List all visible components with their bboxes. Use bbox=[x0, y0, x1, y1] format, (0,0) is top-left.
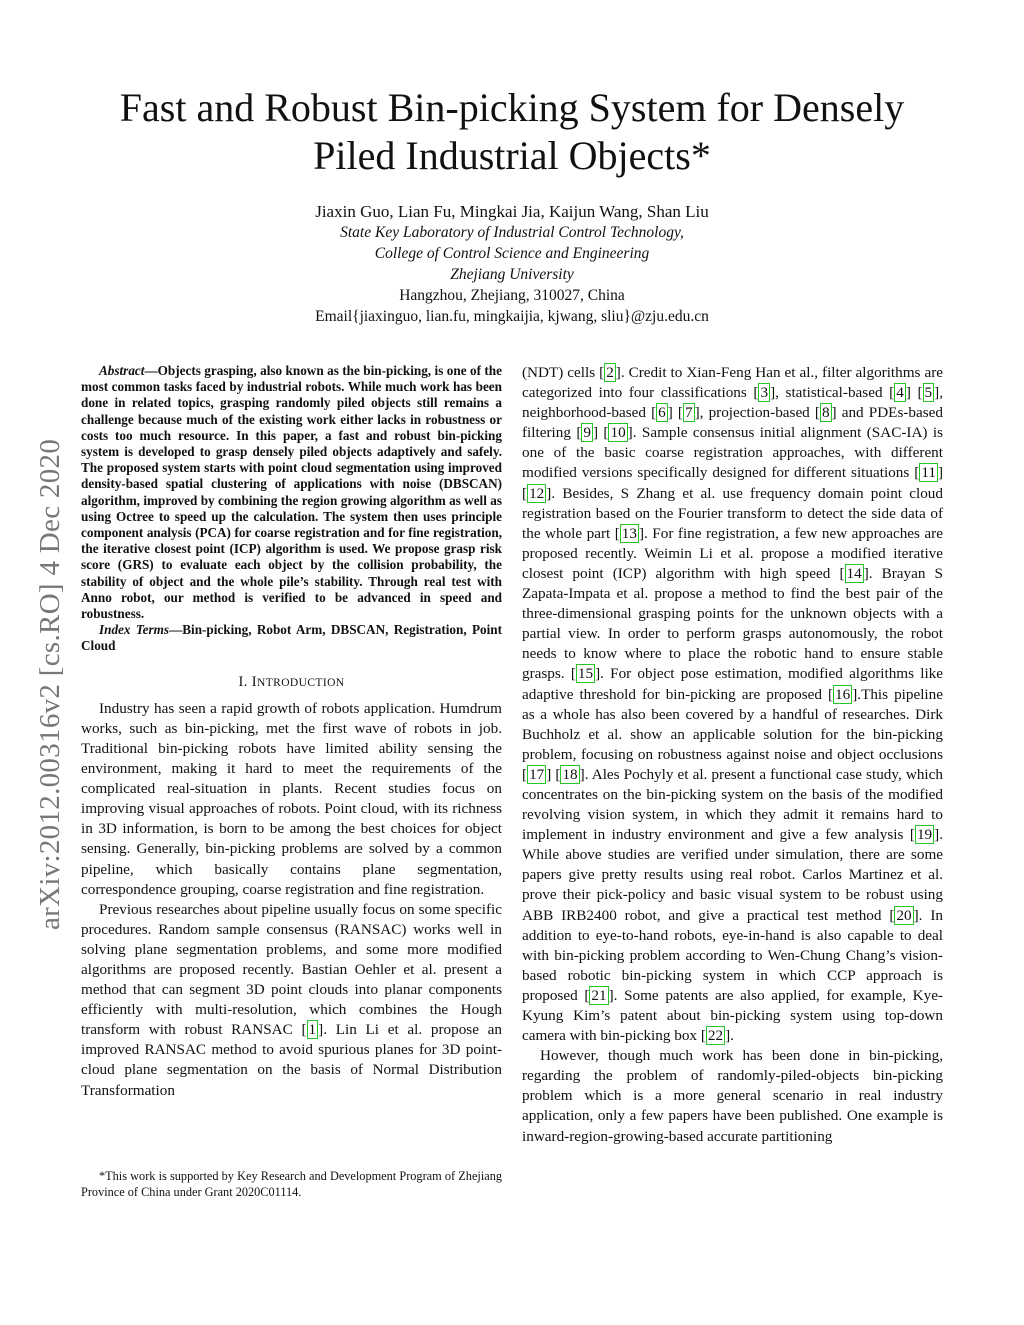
intro-paragraph-3: (NDT) cells [ 2 ]. Credit to Xian-Feng Han et al., filter algorithms are categorized into four classifications [ 3 ], statistical-based [ 4 ] [ 5 ], neighborhood-based [ 6 ] [ 7 ], projection-based [ 8 ] and PDEs-based filtering [ 9 ] [ 10 ]. Sample consensus initial alignment (SAC-IA) is one of the basic coarse registration approaches, with different modified versions specifically designed for different situations [ 11 ] [ 12 ]. Besides, S Zhang et al. use frequency domain point cloud registration based on the Fourier transform to detect the side data of the whole part [ 13 ]. For fine registration, a few new approaches are proposed recently. Weimin Li et al. propose a modified iterative closest point (ICP) algorithm with high speed [ 14 ]. Brayan S Zapata-Impata et al. propose a method to find the best pair of the three-dimensional grasping points for the unknown objects with a partial view. In order to perform grasps autonomously, the robot needs to know where to place the robotic hand to ensure stable grasps. [ 15 ]. For object pose estimation, modified algorithms like adaptive threshold for bin-picking are proposed [ 16 ].This pipeline as a whole has also been covered by a handful of researches. Dirk Buchholz et al. show an applicable solution for the bin-picking problem, focusing on robustness against noise and object occlusions [ 17 ] [ 18 ]. Ales Pochyly et al. present a functional case study, which concentrates on the bin-picking system on the basis of the modified revolving vision system, in which they admit it remains hard to implement in industry environment and give a few analysis [ 19 ]. While above studies are verified under simulation, there are some papers give pretty results using real robot. Carlos Martinez et al. prove their pick-policy and basic visual system to be robust using ABB IRB2400 robot, and give a practical test method [ 20 ]. In addition to eye-to-hand robots, eye-in-hand is also capable to deal with bin-picking problem according to Wen-Chung Chang’s vision-based robotic bin-picking system in which CCP approach is proposed [ 21 ]. Some patents are also applied, for example, Kye-Kyung Kim’s patent about bin-picking system using top-down camera with bin-picking box [ 22 ]. bbox=[522, 364, 943, 1045]
citation-link[interactable]: 14 bbox=[846, 564, 862, 582]
intro-paragraph-1: Industry has seen a rapid growth of robots application. Humdrum works, such as bin-picking, met the first wave of robots in job. Traditional bin-picking robots have limited ability sensing the environment, making it hard to meet the requirements of the complicated real-situation in plants. Recent studies focus on improving visual approaches of robots. Point cloud, with its richness in 3D information, is born to be among the best choices for object sensing. Generally, bin-picking problems are solved by a common pipeline, which basically contains plane segmentation, correspondence grouping, coarse registration and fine registration. bbox=[81, 699, 502, 898]
citation-link[interactable]: 18 bbox=[562, 765, 578, 783]
text-span: . Ales Pochyly et al. present a functional case study, which concentrates on the bin-picking system on the basis of the modified revolving vision system, in which they admit it remains hard to implement in industry environment and give a few analysis bbox=[522, 765, 943, 844]
index-terms-label: Index Terms bbox=[99, 622, 170, 638]
citation-link[interactable]: 3 bbox=[760, 384, 769, 402]
text-span: . Credit to Xian-Feng Han et al., filter algorithms are categorized into four classifications bbox=[522, 364, 943, 402]
text-span: . In addition to eye-to-hand robots, eye-in-hand is also capable to deal with bin-picking problem according to Wen-Chung Chang’s vision-based robotic bin-picking system in which CCP approach is proposed bbox=[522, 906, 943, 1004]
citation-link[interactable]: 21 bbox=[591, 986, 607, 1004]
text-span: . Sample consensus initial alignment (SAC-IA) is one of the basic coarse registration approaches, with different modified versions specifically designed for different situations bbox=[522, 424, 943, 482]
left-column bbox=[81, 363, 502, 1101]
index-terms bbox=[81, 622, 502, 654]
citation-link[interactable]: 9 bbox=[583, 424, 591, 442]
section-heading-introduction bbox=[81, 672, 502, 693]
citation-link[interactable]: 20 bbox=[896, 906, 912, 924]
citation-link[interactable]: 13 bbox=[621, 524, 637, 542]
author-address: Hangzhou, Zhejiang, 310027, China bbox=[399, 287, 625, 304]
intro-paragraph-2: Previous researches about pipeline usually focus on some specific procedures. Random sample consensus (RANSAC) works well in solving plane segmentation problems, and some more modified algorithms are proposed recently. Bastian Oehler et al. present a method that can segment 3D point clouds into planar components efficiently with multi-resolution, which combines the Hough transform with robust RANSAC [ 1 ]. Lin Li et al. propose an improved RANSAC method to avoid spurious planes for 3D point-cloud plane segmentation on the basis of Normal Distribution Transformation bbox=[81, 900, 502, 1099]
citation-link[interactable]: 6 bbox=[658, 404, 666, 422]
abstract-label: Abstract bbox=[99, 363, 145, 378]
citation-link[interactable]: 19 bbox=[916, 826, 933, 844]
text-span: and PDEs-based filtering bbox=[522, 404, 943, 442]
citation-link[interactable]: 7 bbox=[685, 404, 693, 422]
citation-link[interactable]: 4 bbox=[896, 384, 904, 402]
citation-link[interactable]: 8 bbox=[821, 404, 830, 422]
text-span: . For fine registration, a few new approaches are proposed recently. Weimin Li et al. propose a modified iterative closest point (ICP) algorithm with high speed bbox=[522, 524, 943, 582]
title-line-1: Fast and Robust Bin-picking System for Densely bbox=[119, 85, 905, 130]
title-line-2: Piled Industrial Objects* bbox=[313, 133, 711, 178]
text-span: . Besides, S Zhang et al. use frequency domain point cloud registration based on the Fourier transform to detect the side data of the whole part bbox=[522, 484, 943, 542]
citation-link[interactable]: 2 bbox=[606, 364, 614, 381]
text-span: . bbox=[730, 1027, 734, 1045]
author-names: Jiaxin Guo, Lian Fu, Mingkai Jia, Kaijun Wang, Shan Liu bbox=[315, 202, 709, 221]
right-column bbox=[522, 363, 943, 1147]
text-span: . For object pose estimation, modified algorithms like adaptive threshold for bin-picking are proposed bbox=[522, 665, 943, 703]
paper-title bbox=[60, 84, 964, 180]
citation-link[interactable]: 1 bbox=[308, 1021, 317, 1039]
citation-link[interactable]: 10 bbox=[610, 424, 626, 442]
citation-link[interactable]: 11 bbox=[921, 464, 936, 482]
section-title-rest: NTRODUCTION bbox=[257, 676, 345, 689]
text-span: . Lin Li et al. propose an improved RANSAC method to avoid spurious planes for 3D point-cloud plane segmentation on the basis of Normal Distribution Transformation bbox=[81, 1021, 502, 1099]
affiliation-line-1: State Key Laboratory of Industrial Control Technology, bbox=[340, 224, 684, 241]
text-span: , neighborhood-based bbox=[522, 384, 943, 422]
text-span: . Brayan S Zapata-Impata et al. propose a method to find the best pair of the three-dimensional grasping points for the unknown objects with a partial view. In order to perform grasps autonomously, the robot needs to know where to place the robotic hand to ensure stable grasps. bbox=[522, 564, 943, 683]
text-span: .This pipeline as a whole has also been covered by a handful of researches. Dirk Buchholz et al. show an applicable solution for the bin-picking problem, focusing on robustness against noise and object occlusions bbox=[522, 685, 943, 763]
text-span: Previous researches about pipeline usually focus on some specific procedures. Random sample consensus (RANSAC) works well in solving plane segmentation problems, and some more modified algorithms are proposed recently. Bastian Oehler et al. present a method that can segment 3D point clouds into planar components efficiently with multi-resolution, which combines the Hough transform with robust RANSAC bbox=[81, 900, 502, 1039]
citation-link[interactable]: 15 bbox=[577, 665, 594, 683]
author-email: Email{jiaxinguo, lian.fu, mingkaijia, kjwang, sliu}@zju.edu.cn bbox=[315, 308, 709, 325]
text-span: (NDT) cells bbox=[522, 364, 600, 381]
section-numeral: I. bbox=[238, 673, 248, 690]
text-span: , statistical-based bbox=[775, 384, 890, 402]
section-title-first-letter: I bbox=[251, 673, 258, 690]
footnote: *This work is supported by Key Research and Development Program of Zhejiang Province of China under Grant 2020C01114. bbox=[81, 1169, 502, 1199]
text-span: , projection-based bbox=[699, 404, 815, 422]
affiliation-line-2: College of Control Science and Engineering bbox=[374, 245, 650, 262]
intro-paragraph-4: However, though much work has been done in bin-picking, regarding the problem of randomly-piled-objects bin-picking problem which is a more general scenario in real industry application, only a few papers have been published. One example is inward-region-growing-based accurate partitioning bbox=[522, 1047, 943, 1145]
affiliation-line-3: Zhejiang University bbox=[450, 266, 574, 283]
citation-link[interactable]: 5 bbox=[924, 384, 933, 402]
arxiv-identifier: arXiv:2012.00316v2 [cs.RO] 4 Dec 2020 bbox=[34, 438, 66, 930]
citation-link[interactable]: 16 bbox=[835, 685, 851, 703]
text-span: . Some patents are also applied, for example, Kye-Kyung Kim’s patent about bin-picking system using top-down camera with bin-picking box bbox=[522, 986, 943, 1045]
text-span: . While above studies are verified under simulation, there are some papers give pretty results using real robot. Carlos Martinez et al. prove their pick-policy and basic visual system to be robust using ABB IRB2400 robot, and give a practical test method bbox=[522, 826, 943, 924]
citation-link[interactable]: 22 bbox=[707, 1027, 724, 1045]
abstract bbox=[81, 363, 502, 622]
index-terms-text: —Bin-picking, Robot Arm, DBSCAN, Registration, Point Cloud bbox=[81, 622, 502, 654]
author-block bbox=[60, 201, 964, 327]
citation-link[interactable]: 17 bbox=[529, 765, 545, 783]
citation-link[interactable]: 12 bbox=[529, 484, 545, 502]
abstract-text: —Objects grasping, also known as the bin-picking, is one of the most common tasks faced by industrial robots. While much work has been done in related topics, grasping randomly piled objects still remains a challenge because much of the existing work either lacks in robustness or costs too much resource. In this paper, a fast and robust bin-picking system is developed to grasp densely piled objects adaptively and safely. The proposed system starts with point cloud segmentation using improved density-based spatial clustering of applications with noise (DBSCAN) algorithm, improved by combining the region growing algorithm as well as using Octree to speed up the calculation. The system then uses principle component analysis (PCA) for coarse registration and for fine registration, the iterative closest point (ICP) algorithm is used. We propose grasp risk score (GRS) to evaluate each object by the collision probability, the stability of object and the whole pile’s stability. Through real test with Anno robot, our method is verified to be advanced in speed and robustness. bbox=[81, 363, 502, 622]
